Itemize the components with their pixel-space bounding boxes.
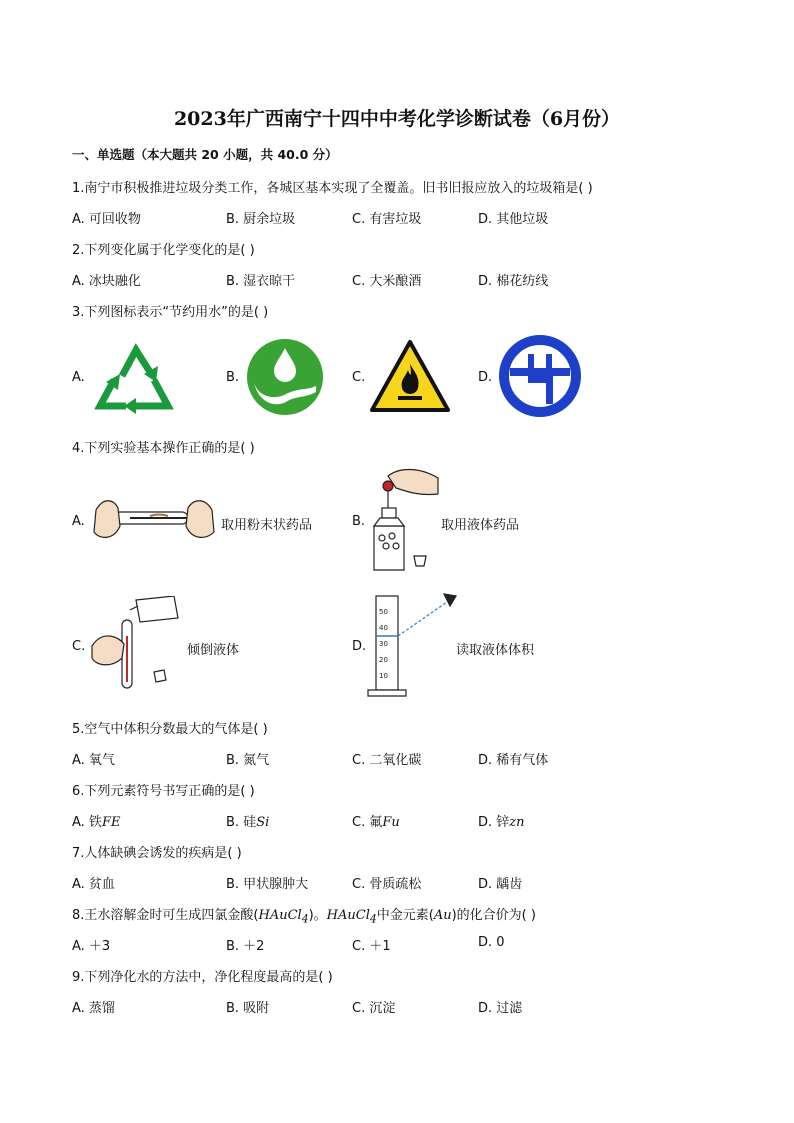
q1-option-d[interactable]: D. 其他垃圾 [478,212,549,227]
q8-option-b[interactable]: B. ＋2 [226,939,265,954]
q3-option-d[interactable]: D. [478,370,493,385]
q3-option-c[interactable]: C. [352,370,366,385]
q8-formula-1: HAuCl [258,908,302,923]
q6-option-c-label: C. 氟 [352,815,383,830]
q9-option-c[interactable]: C. 沉淀 [352,1001,396,1016]
q3-option-b[interactable]: B. [226,370,240,385]
question-4-stem: 4.下列实验基本操作正确的是( ) [72,441,255,456]
q8-formula-1-sub: 4 [301,912,309,926]
cylinder-tick-30: 30 [379,640,388,648]
q1-option-b[interactable]: B. 厨余垃圾 [226,212,296,227]
q2-option-a[interactable]: A. 冰块融化 [72,274,141,289]
pouring-liquid-illustration [88,596,184,692]
q6-option-d[interactable] [478,811,525,830]
q8-stem-part-c: 中金元素( [376,908,434,923]
q5-option-a[interactable]: A. 氧气 [72,753,115,768]
question-3-stem: 3.下列图标表示“节约用水”的是( ) [72,305,269,320]
q6-option-b-label: B. 硅 [226,815,257,830]
question-2-stem: 2.下列变化属于化学变化的是( ) [72,243,255,258]
question-6-stem: 6.下列元素符号书写正确的是( ) [72,784,255,799]
recycle-icon [92,336,180,416]
q8-option-a[interactable]: A. ＋3 [72,939,111,954]
q6-option-a[interactable] [72,811,120,830]
q8-formula-2: HAuCl [326,908,370,923]
question-9-stem: 9.下列净化水的方法中，净化程度最高的是( ) [72,970,333,985]
q7-option-b[interactable]: B. 甲状腺肿大 [226,877,309,892]
q8-option-c[interactable]: C. ＋1 [352,939,391,954]
question-5-stem: 5.空气中体积分数最大的气体是( ) [72,722,268,737]
dropper-bottle-illustration [368,466,440,574]
q4-option-b[interactable]: B. [352,514,366,529]
graduated-cylinder-illustration [366,592,460,700]
cylinder-tick-50: 50 [379,608,388,616]
q8-stem-part-b: )。 [308,908,327,923]
q1-option-a[interactable]: A. 可回收物 [72,212,141,227]
cylinder-tick-10: 10 [379,672,388,680]
q6-symbol-c: Fu [382,815,400,830]
q8-stem-part-d: )的化合价为( ) [451,908,536,923]
q3-option-a[interactable]: A. [72,370,85,385]
test-tube-powder-illustration [90,488,218,548]
q6-symbol-d: zn [509,815,525,830]
q4-caption-d: 读取液体体积 [456,643,535,658]
q4-caption-c: 倾倒液体 [187,643,240,658]
cylinder-tick-40: 40 [379,624,388,632]
page-title: 2023年广西南宁十四中中考化学诊断试卷（6月份） [173,108,621,130]
cylinder-tick-20: 20 [379,656,388,664]
water-emblem-icon [498,334,582,418]
q6-symbol-b: Si [256,815,270,830]
q6-option-a-label: A. 铁 [72,815,102,830]
q8-option-d[interactable]: D. 0 [478,935,505,950]
flammable-warning-icon [370,340,450,412]
q2-option-b[interactable]: B. 湿衣晾干 [226,274,296,289]
q6-option-d-label: D. 锌 [478,815,510,830]
q1-option-c[interactable]: C. 有害垃圾 [352,212,422,227]
question-8-stem [72,904,536,926]
q4-caption-a: 取用粉末状药品 [221,518,313,533]
q7-option-c[interactable]: C. 骨质疏松 [352,877,422,892]
q6-symbol-a: FE [101,815,121,830]
q5-option-c[interactable]: C. 二氧化碳 [352,753,422,768]
q9-option-a[interactable]: A. 蒸馏 [72,1001,115,1016]
q4-option-d[interactable]: D. [352,639,367,654]
q8-formula-2-sub: 4 [369,912,377,926]
q5-option-d[interactable]: D. 稀有气体 [478,753,549,768]
q2-option-d[interactable]: D. 棉花纺线 [478,274,549,289]
section-heading: 一、单选题（本大题共 20 小题，共 40.0 分） [72,147,338,162]
q4-caption-b: 取用液体药品 [441,518,520,533]
q6-option-c[interactable] [352,811,400,830]
q7-option-d[interactable]: D. 龋齿 [478,877,523,892]
q9-option-d[interactable]: D. 过滤 [478,1001,523,1016]
q4-option-c[interactable]: C. [72,639,86,654]
q5-option-b[interactable]: B. 氮气 [226,753,270,768]
q8-stem-part-a: 8.王水溶解金时可生成四氯金酸( [72,908,259,923]
q9-option-b[interactable]: B. 吸附 [226,1001,270,1016]
q7-option-a[interactable]: A. 贫血 [72,877,115,892]
q8-formula-3: Au [433,908,452,923]
question-1-stem: 1.南宁市积极推进垃圾分类工作，各城区基本实现了全覆盖。旧书旧报应放入的垃圾箱是( ) [72,181,593,196]
q4-option-a[interactable]: A. [72,514,85,529]
question-7-stem: 7.人体缺碘会诱发的疾病是( ) [72,846,242,861]
q6-option-b[interactable] [226,811,269,830]
q2-option-c[interactable]: C. 大米酿酒 [352,274,422,289]
water-saving-icon [246,338,324,416]
